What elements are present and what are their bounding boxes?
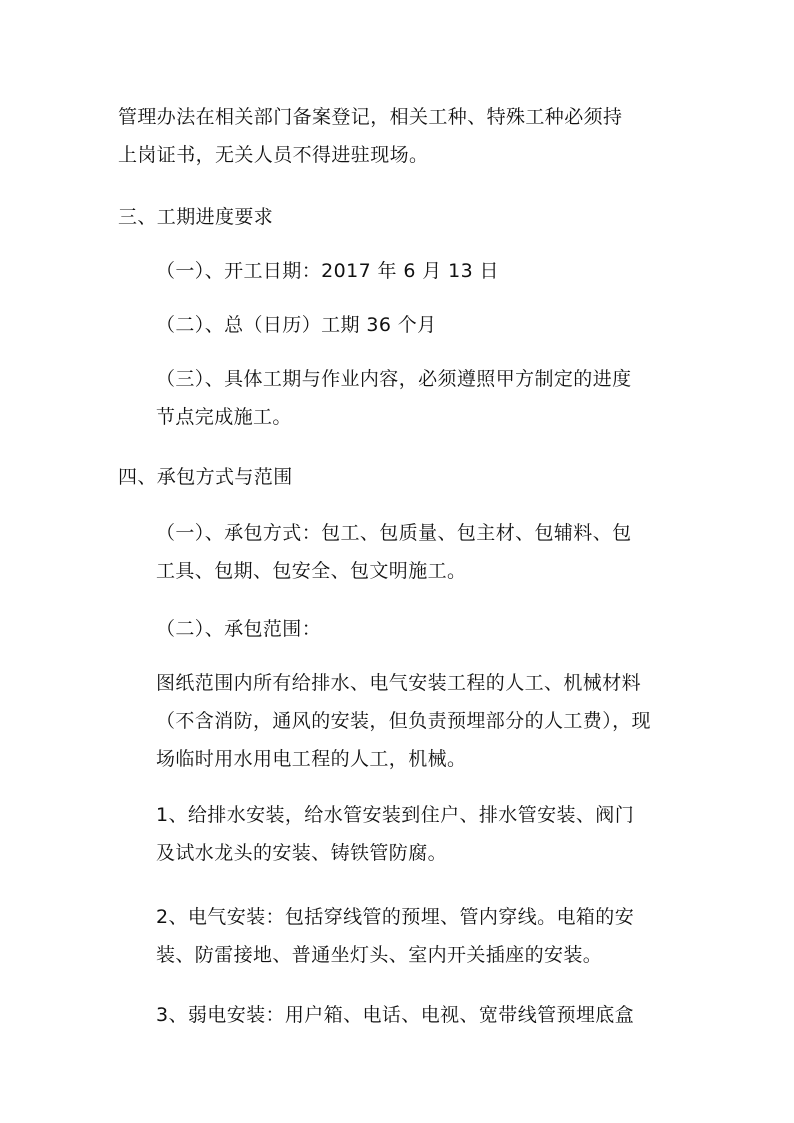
text-line: （二）、承包范围： <box>156 618 322 640</box>
paragraph-contract-method <box>118 514 678 590</box>
text-line: （一）、承包方式：包工、包质量、包主材、包辅料、包 <box>156 522 632 544</box>
heading-text: 四、承包方式与范围 <box>118 466 293 488</box>
text-line: 上岗证书，无关人员不得进驻现场。 <box>118 144 429 166</box>
paragraph-plumbing <box>118 796 678 872</box>
paragraph-management-registration <box>118 98 678 174</box>
text-line: （二）、总（日历）工期 36 个月 <box>156 314 437 336</box>
text-line: 管理办法在相关部门备案登记，相关工种、特殊工种必须持 <box>118 106 623 128</box>
text-line: 3、弱电安装：用户箱、电话、电视、宽带线管预埋底盒 <box>156 1004 635 1026</box>
text-line: 1、给排水安装，给水管安装到住户、排水管安装、阀门 <box>156 804 635 826</box>
text-line: 场临时用水用电工程的人工，机械。 <box>156 748 467 770</box>
text-line: （三）、具体工期与作业内容，必须遵照甲方制定的进度 <box>156 368 632 390</box>
text-line: （一）、开工日期：2017 年 6 月 13 日 <box>156 260 499 282</box>
paragraph-low-voltage <box>118 996 678 1034</box>
paragraph-start-date <box>118 252 678 290</box>
paragraph-duration <box>118 306 678 344</box>
paragraph-schedule-nodes <box>118 360 678 436</box>
text-line: 图纸范围内所有给排水、电气安装工程的人工、机械材料 <box>156 672 642 694</box>
section-heading-contract-scope <box>118 458 678 496</box>
paragraph-contract-range-heading <box>118 610 678 648</box>
section-heading-schedule <box>118 198 678 236</box>
text-line: 节点完成施工。 <box>156 406 292 428</box>
text-line: 2、电气安装：包括穿线管的预埋、管内穿线。电箱的安 <box>156 906 635 928</box>
text-line: 工具、包期、包安全、包文明施工。 <box>156 560 467 582</box>
text-line: （不含消防，通风的安装，但负责预埋部分的人工费），现 <box>156 710 651 732</box>
text-line: 装、防雷接地、普通坐灯头、室内开关插座的安装。 <box>156 944 603 966</box>
heading-text: 三、工期进度要求 <box>118 206 274 228</box>
paragraph-electrical <box>118 898 678 974</box>
text-line: 及试水龙头的安装、铸铁管防腐。 <box>156 842 448 864</box>
paragraph-drawing-scope <box>118 664 678 778</box>
